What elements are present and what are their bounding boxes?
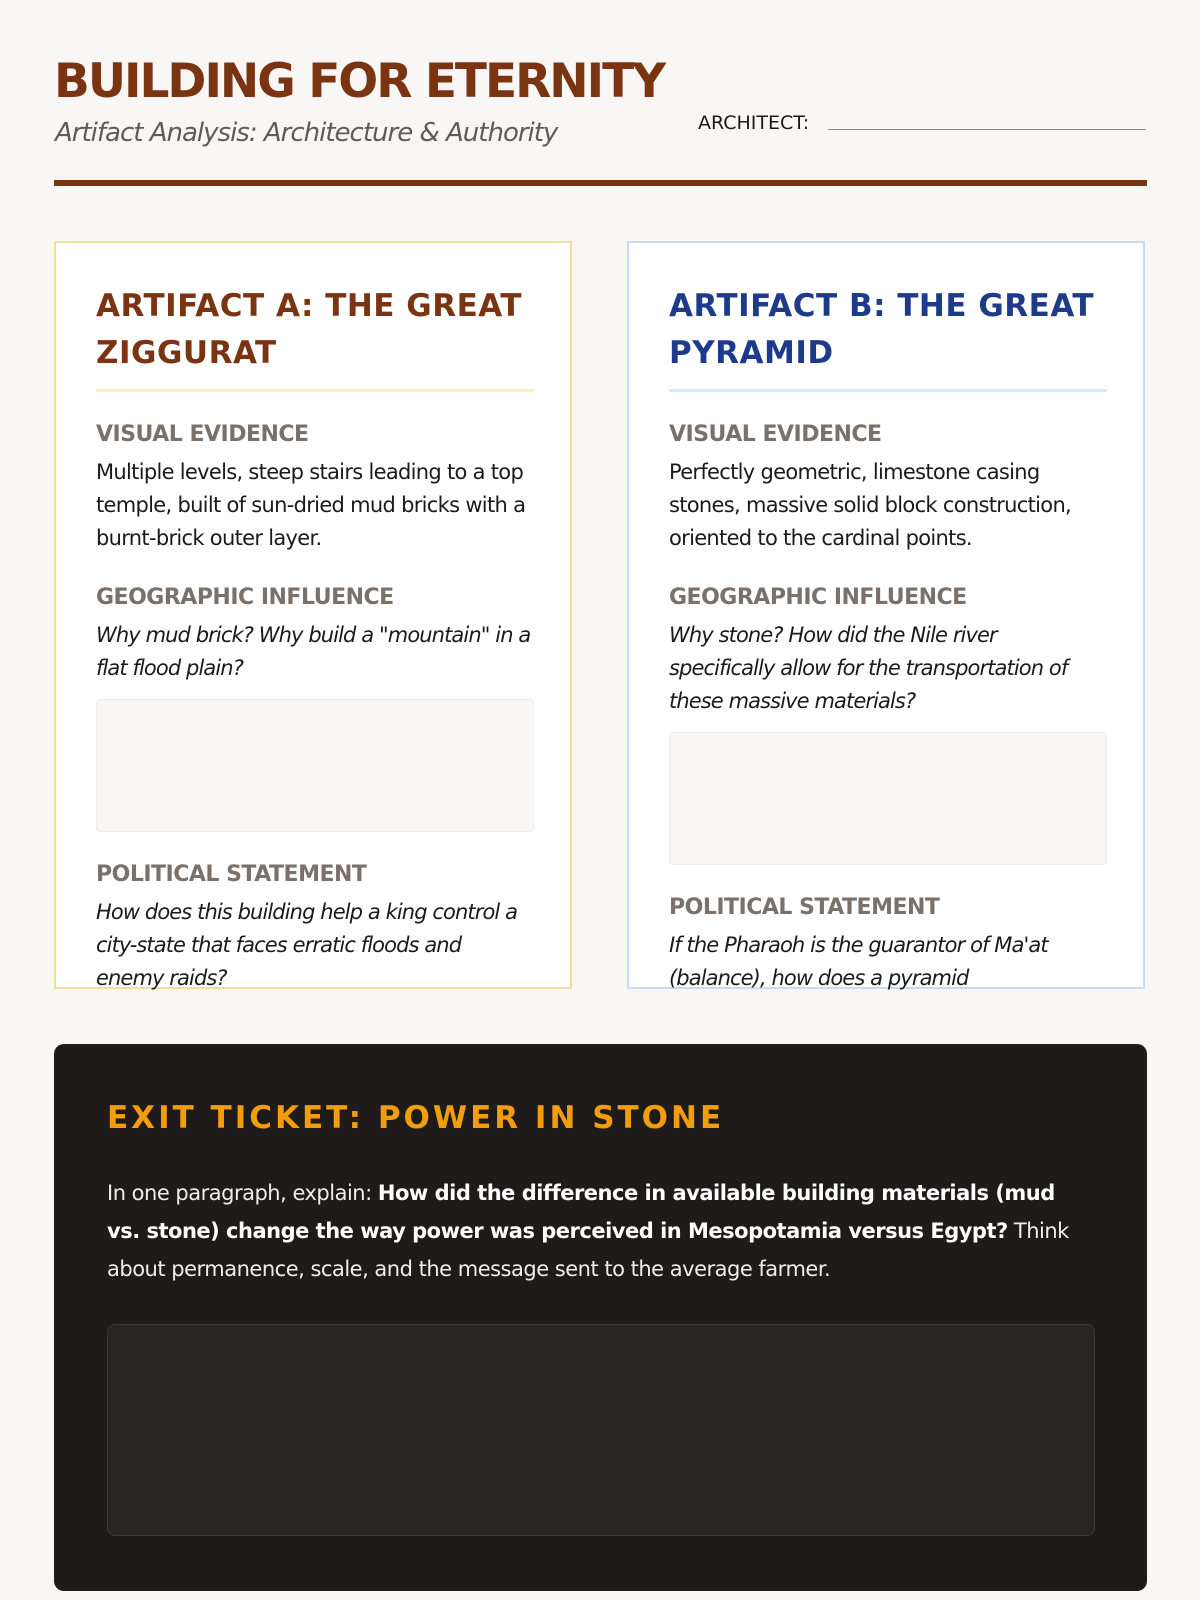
visual-evidence-label: VISUAL EVIDENCE: [669, 422, 882, 447]
exit-ticket-prompt: [107, 1174, 1092, 1288]
geographic-influence-label: GEOGRAPHIC INFLUENCE: [96, 585, 394, 610]
geographic-answer-box[interactable]: [669, 732, 1107, 865]
political-statement-label: POLITICAL STATEMENT: [96, 862, 367, 887]
architect-label: ARCHITECT:: [698, 112, 810, 134]
visual-evidence-text: Perfectly geometric, limestone casing stones, massive solid block construction, oriented to the cardinal points.: [669, 460, 1072, 550]
artifact-a-card: [54, 241, 572, 989]
geographic-influence-label: GEOGRAPHIC INFLUENCE: [669, 585, 967, 610]
exit-ticket-prompt-intro: In one paragraph, explain:: [107, 1181, 378, 1205]
geographic-influence-question: Why mud brick? Why build a "mountain" in a flat flood plain?: [96, 623, 531, 680]
artifact-a-title: ARTIFACT A: THE GREAT ZIGGURAT: [96, 283, 534, 392]
exit-ticket-prompt-question: How did the difference in available building materials (mud vs. stone) change the way power was perceived in Mesopotamia versus Egypt?: [107, 1181, 1055, 1243]
exit-ticket-answer-box[interactable]: [107, 1324, 1095, 1536]
political-statement-question: How does this building help a king control a city-state that faces erratic floods and enemy raids?: [96, 900, 518, 990]
visual-evidence-text: Multiple levels, steep stairs leading to a top temple, built of sun-dried mud bricks with a burnt-brick outer layer.: [96, 460, 526, 550]
visual-evidence-label: VISUAL EVIDENCE: [96, 422, 309, 447]
page-title: BUILDING FOR ETERNITY: [54, 54, 665, 109]
exit-ticket-prompt-end: Think about permanence, scale, and the message sent to the average farmer.: [107, 1219, 1069, 1281]
political-statement-question: If the Pharaoh is the guarantor of Ma'at (balance), how does a pyramid: [669, 933, 1048, 990]
page-subtitle: Artifact Analysis: Architecture & Authority: [55, 118, 558, 148]
exit-ticket-title: EXIT TICKET: POWER IN STONE: [107, 1100, 725, 1136]
geographic-answer-box[interactable]: [96, 699, 534, 832]
artifact-b-card: [627, 241, 1145, 989]
political-statement-label: POLITICAL STATEMENT: [669, 895, 940, 920]
geographic-influence-question: Why stone? How did the Nile river specifically allow for the transportation of these massive materials?: [669, 623, 1068, 713]
exit-ticket-panel: [54, 1044, 1147, 1591]
artifact-b-title: ARTIFACT B: THE GREAT PYRAMID: [669, 283, 1107, 392]
architect-name-field[interactable]: [828, 129, 1146, 130]
header-divider: [54, 180, 1147, 186]
